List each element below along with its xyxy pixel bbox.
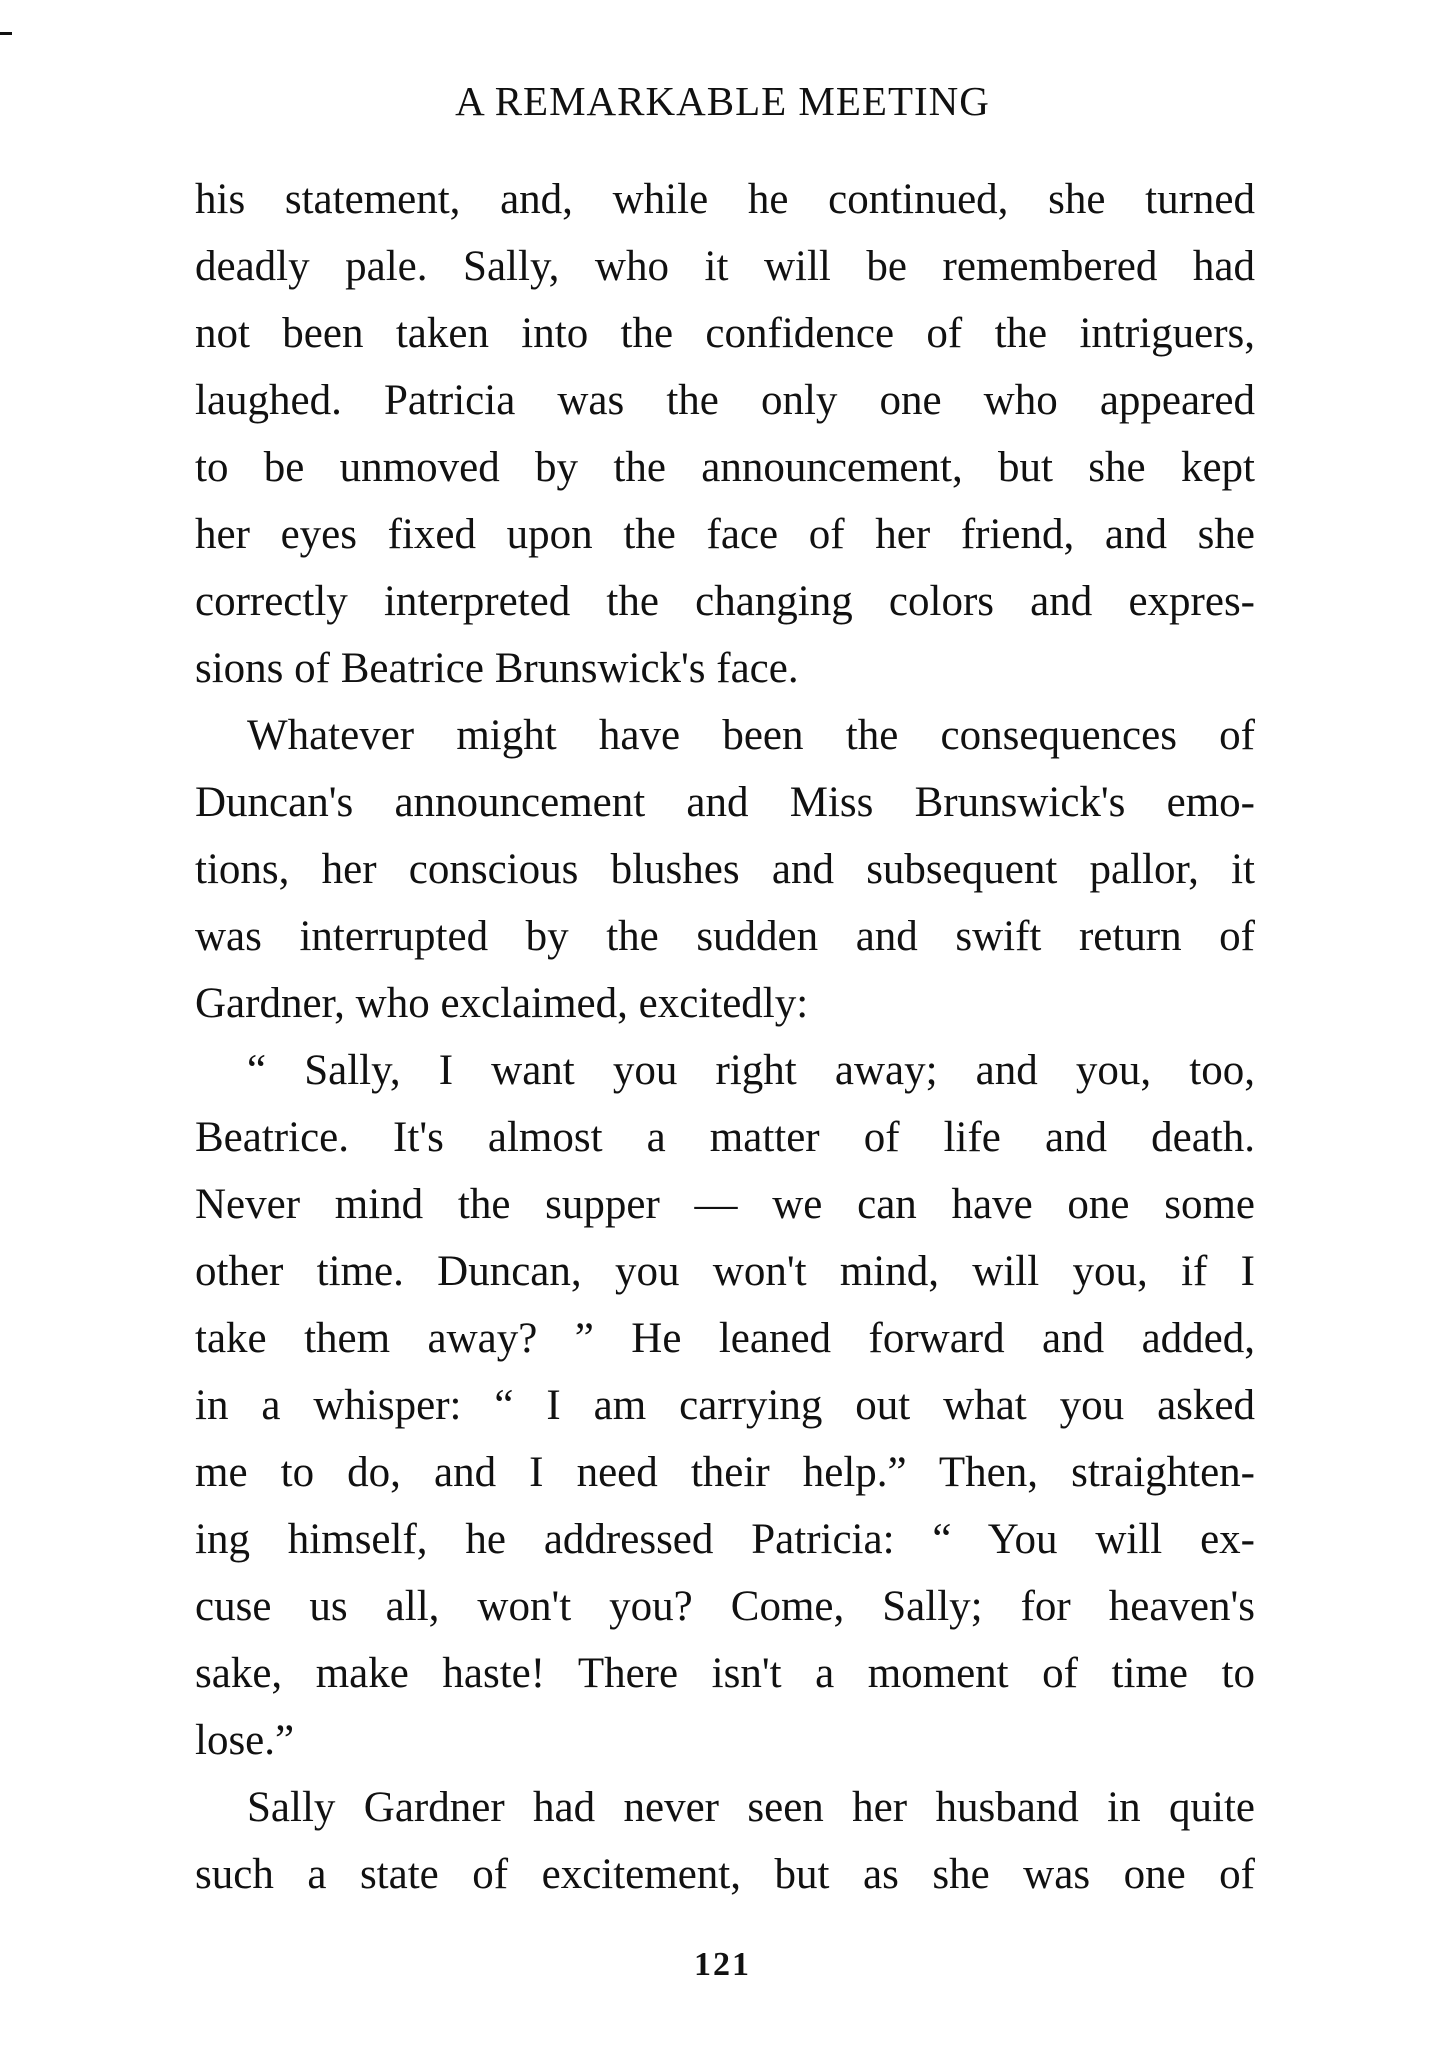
text-line: cuse us all, won't you? Come, Sally; for heaven's: [195, 1583, 1255, 1630]
text-line: her eyes fixed upon the face of her friend, and she: [195, 511, 1255, 558]
text-line: take them away? ” He leaned forward and added,: [195, 1315, 1255, 1362]
text-line: his statement, and, while he continued, she turned: [195, 176, 1255, 223]
text-line: was interrupted by the sudden and swift return of: [195, 913, 1255, 960]
text-line: Whatever might have been the consequences of: [247, 712, 1255, 759]
text-line: “ Sally, I want you right away; and you, too,: [247, 1047, 1255, 1094]
text-line: tions, her conscious blushes and subsequent pallor, it: [195, 846, 1255, 893]
page-number: 121: [694, 1946, 751, 1983]
paragraph: [195, 1774, 1255, 1908]
paragraph: [195, 702, 1255, 1037]
text-line: Gardner, who exclaimed, excitedly:: [195, 980, 809, 1027]
text-line: such a state of excitement, but as she was one of: [195, 1851, 1255, 1898]
text-line: me to do, and I need their help.” Then, straighten-: [195, 1449, 1255, 1496]
text-line: Beatrice. It's almost a matter of life and death.: [195, 1114, 1255, 1161]
text-line: Sally Gardner had never seen her husband in quite: [247, 1784, 1255, 1831]
running-head: A REMARKABLE MEETING: [455, 78, 990, 124]
text-line: not been taken into the confidence of the intriguers,: [195, 310, 1255, 357]
text-line: Duncan's announcement and Miss Brunswick's emo-: [195, 779, 1255, 826]
scan-edge-mark: [0, 32, 12, 35]
text-line: lose.”: [195, 1717, 295, 1764]
body-text: [195, 166, 1255, 1908]
text-line: sions of Beatrice Brunswick's face.: [195, 645, 799, 692]
text-line: in a whisper: “ I am carrying out what you asked: [195, 1382, 1255, 1429]
text-line: Never mind the supper — we can have one some: [195, 1181, 1255, 1228]
text-line: correctly interpreted the changing colors and expres-: [195, 578, 1255, 625]
text-line: deadly pale. Sally, who it will be remembered had: [195, 243, 1255, 290]
text-line: to be unmoved by the announcement, but she kept: [195, 444, 1255, 491]
text-line: laughed. Patricia was the only one who appeared: [195, 377, 1255, 424]
text-line: other time. Duncan, you won't mind, will you, if I: [195, 1248, 1255, 1295]
paragraph: [195, 1037, 1255, 1774]
text-line: ing himself, he addressed Patricia: “ You will ex-: [195, 1516, 1255, 1563]
paragraph: [195, 166, 1255, 702]
text-line: sake, make haste! There isn't a moment of time to: [195, 1650, 1255, 1697]
